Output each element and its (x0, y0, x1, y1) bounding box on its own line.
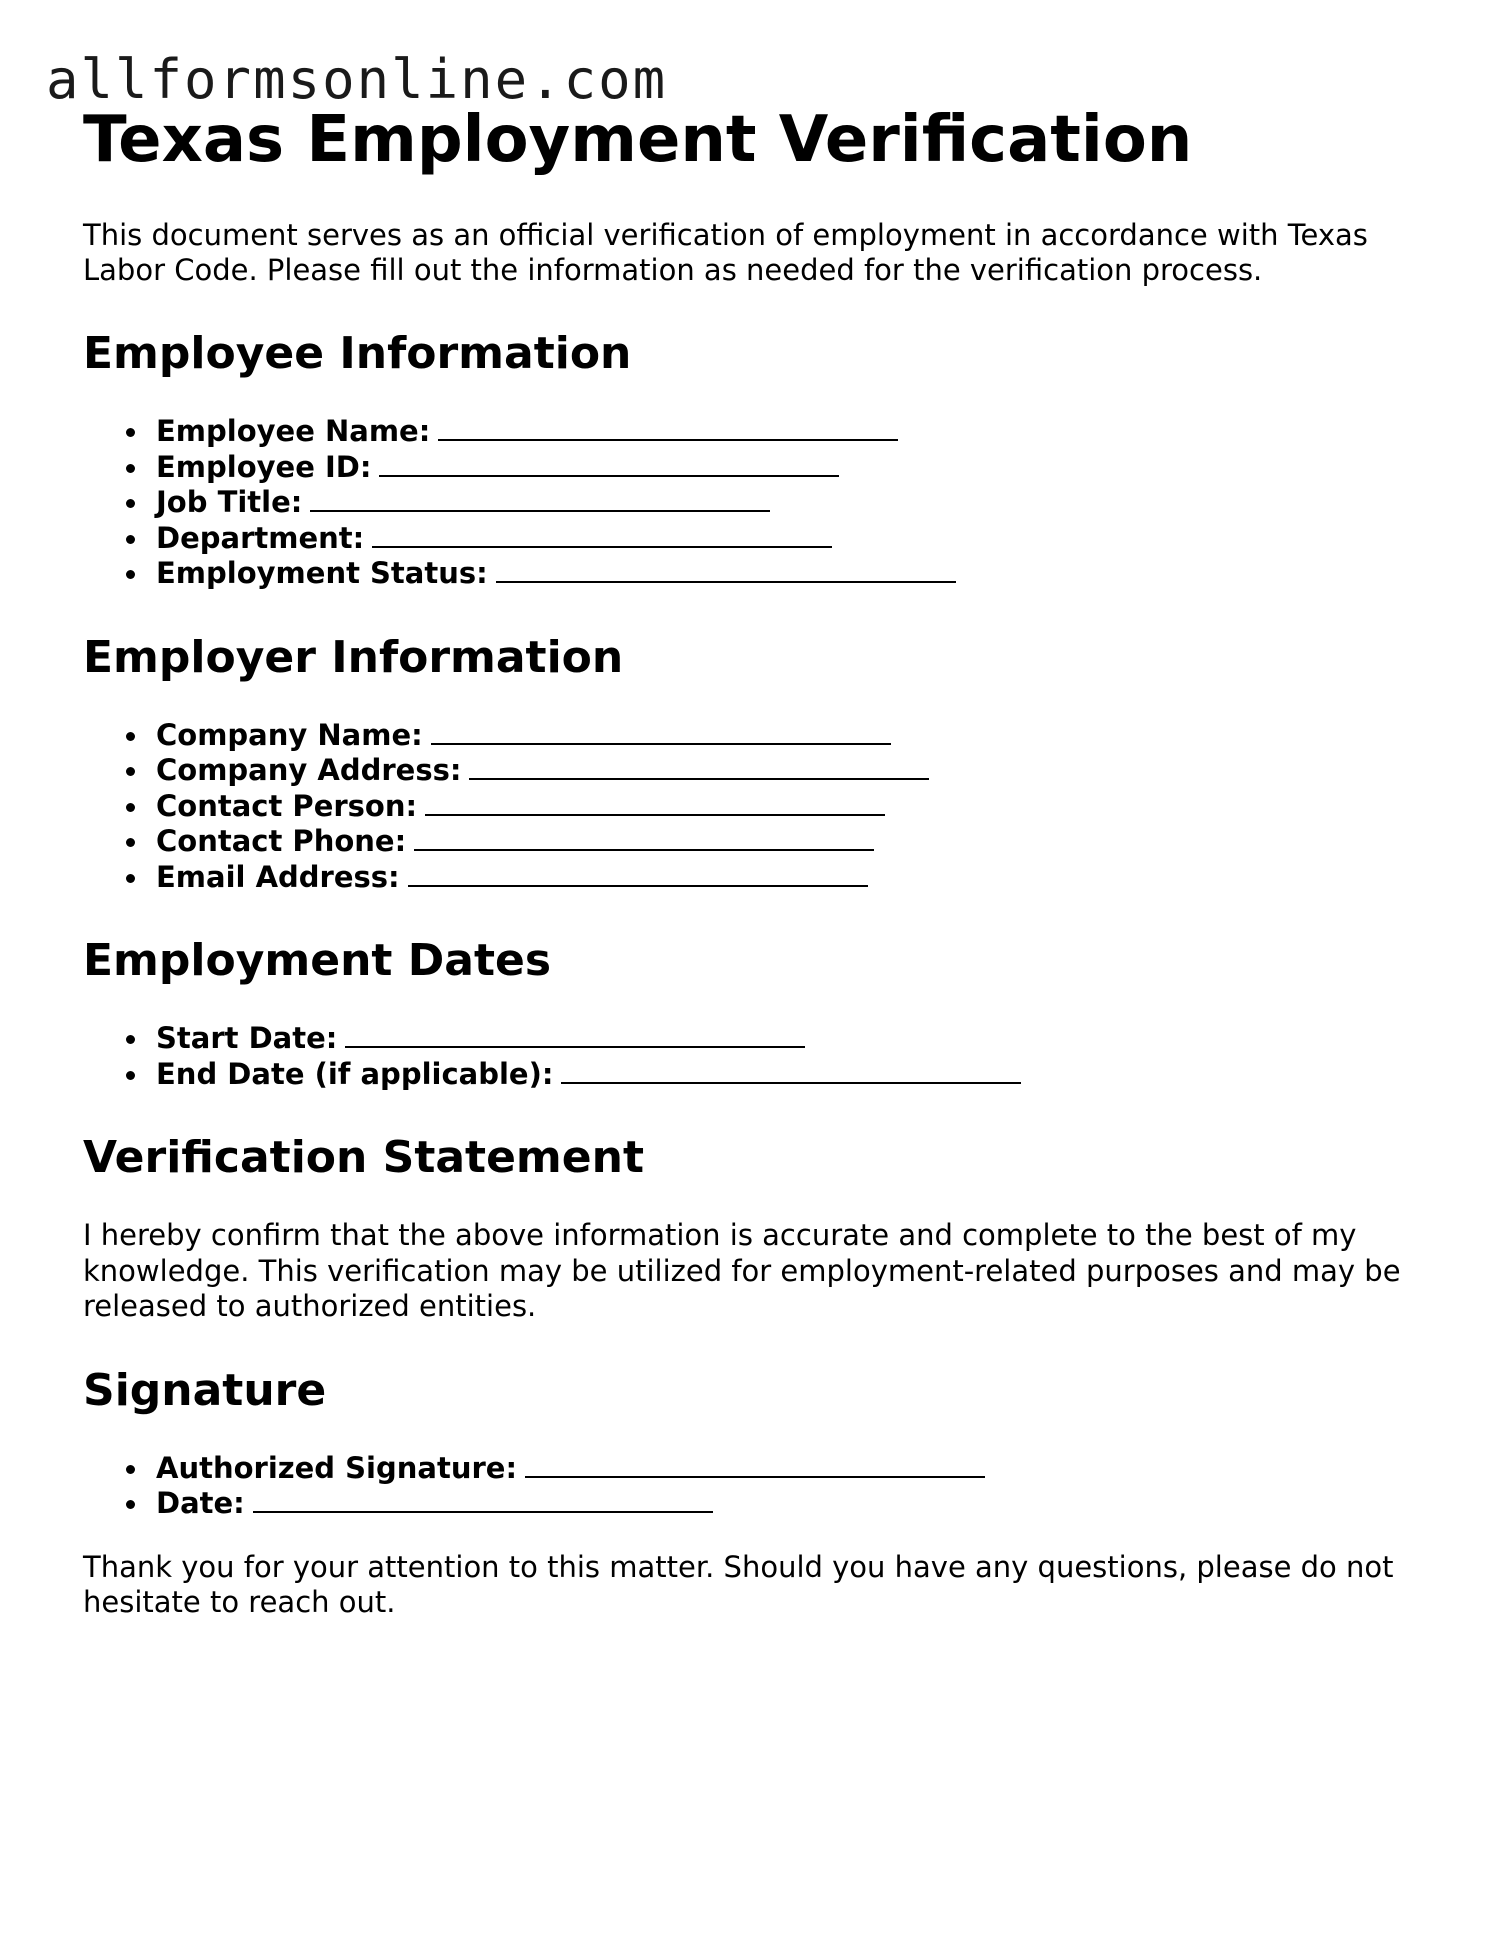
contact-phone-blank[interactable] (414, 825, 874, 851)
field-label: End Date (if applicable): (156, 1056, 554, 1091)
field-label: Department: (156, 520, 365, 555)
field-label: Email Address: (156, 859, 400, 894)
field-label: Company Address: (156, 753, 462, 787)
verification-statement: I hereby confirm that the above information is accurate and complete to the best of my knowledge. This verification may be utilized for employment-related purposes and may be released to authorized entities. (83, 1218, 1401, 1323)
employee-name-item (156, 414, 1443, 450)
company-address-blank[interactable] (469, 754, 929, 780)
company-address-item (156, 753, 1443, 789)
employer-field-list (83, 718, 1443, 896)
start-date-item (156, 1021, 1443, 1057)
field-label: Company Name: (156, 717, 423, 752)
field-label: Employee Name: (156, 414, 431, 448)
field-label: Authorized Signature: (156, 1450, 518, 1485)
employee-id-blank[interactable] (379, 451, 839, 477)
authorized-signature-blank[interactable] (525, 1452, 985, 1478)
employee-id-item (156, 450, 1443, 486)
employment-status-item (156, 556, 1443, 592)
job-title-item (156, 485, 1443, 521)
dates-section-heading: Employment Dates (83, 935, 552, 986)
intro-paragraph: This document serves as an official verification of employment in accordance with Texas Labor Code. Please fill out the information as needed for the verification process. (83, 218, 1368, 287)
email-address-blank[interactable] (408, 861, 868, 887)
field-label: Start Date: (156, 1021, 338, 1055)
signature-date-blank[interactable] (253, 1487, 713, 1513)
start-date-blank[interactable] (345, 1022, 805, 1048)
contact-phone-item (156, 824, 1443, 860)
end-date-blank[interactable] (561, 1058, 1021, 1084)
job-title-blank[interactable] (310, 486, 770, 512)
contact-person-blank[interactable] (425, 790, 885, 816)
department-item (156, 521, 1443, 557)
dates-field-list (83, 1021, 1443, 1092)
page-title: Texas Employment Verification (83, 103, 1193, 177)
field-label: Employment Status: (156, 556, 488, 590)
company-name-blank[interactable] (431, 719, 891, 745)
signature-date-item (156, 1486, 1443, 1522)
department-blank[interactable] (372, 522, 832, 548)
signature-section-heading: Signature (83, 1364, 327, 1416)
end-date-item (156, 1057, 1443, 1093)
field-label: Contact Phone: (156, 824, 407, 858)
company-name-item (156, 718, 1443, 754)
field-label: Date: (156, 1486, 245, 1520)
signature-field-list (83, 1451, 1443, 1522)
employee-section-heading: Employee Information (83, 328, 632, 379)
email-address-item (156, 860, 1443, 896)
contact-person-item (156, 789, 1443, 825)
verification-section-heading: Verification Statement (83, 1132, 644, 1183)
employee-field-list (83, 414, 1443, 592)
employment-status-blank[interactable] (496, 557, 956, 583)
document-body (83, 100, 1443, 1621)
closing-paragraph: Thank you for your attention to this matter. Should you have any questions, please do not hesitate to reach out. (83, 1549, 1394, 1619)
watermark-text: allformsonline.com (46, 48, 668, 111)
employee-name-blank[interactable] (438, 415, 898, 441)
authorized-signature-item (156, 1451, 1443, 1487)
field-label: Employee ID: (156, 449, 372, 484)
employer-section-heading: Employer Information (83, 631, 624, 683)
field-label: Job Title: (156, 485, 303, 519)
field-label: Contact Person: (156, 788, 418, 823)
